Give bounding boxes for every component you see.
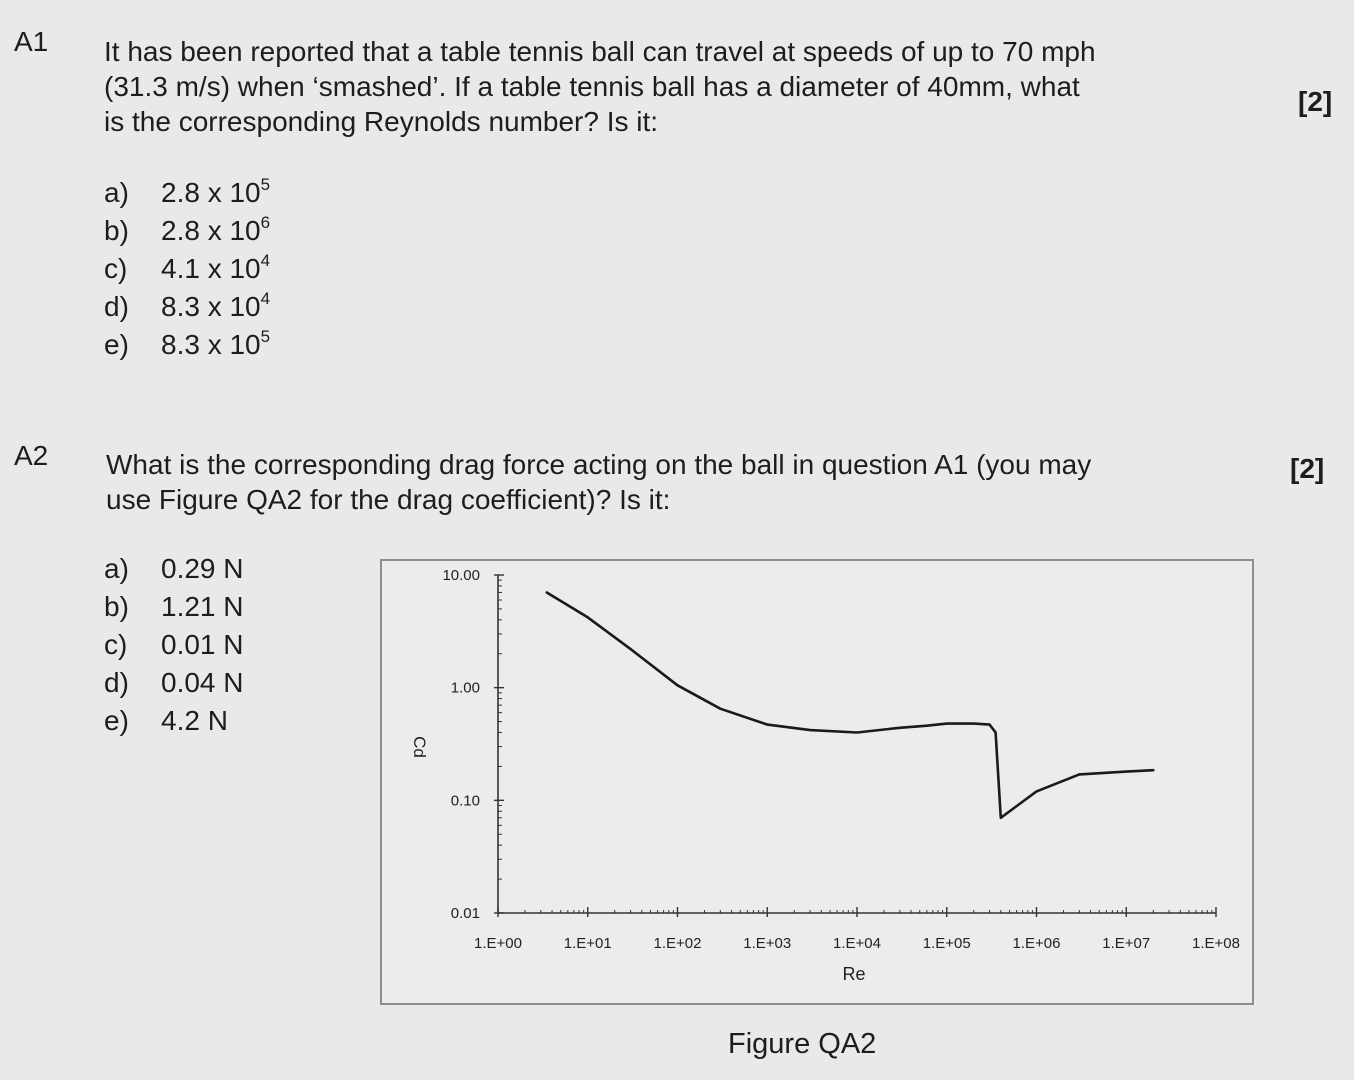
option-label: c) [104,629,128,660]
marks-a2: [2] [1290,453,1325,484]
x-tick-label: 1.E+08 [1192,935,1240,952]
option-a1-d [104,288,270,326]
x-tick-label: 1.E+06 [1012,935,1061,952]
option-exponent: 5 [260,327,271,346]
x-tick-label: 1.E+05 [922,935,971,952]
option-label: a) [104,553,129,584]
x-tick-label: 1.E+07 [1102,935,1151,952]
option-a1-c [104,250,270,288]
option-value: 4.1 x 10 [161,253,261,284]
option-value: 2.8 x 10 [161,177,261,208]
option-a2-b [104,588,244,626]
question-number-a2: A2 [14,440,49,471]
y-tick-label: 0.10 [450,792,480,810]
question-a2-line-1: What is the corresponding drag force acting on the ball in question A1 (you may [106,449,1092,480]
option-label: e) [104,329,129,360]
question-a2-line-2: use Figure QA2 for the drag coefficient)? Is it: [106,484,671,515]
option-a2-c [104,626,244,664]
x-tick-label: 1.E+04 [833,935,881,952]
option-value: 0.01 N [161,629,244,660]
y-axis-label: Cd [410,736,429,758]
figure-caption: Figure QA2 [728,1028,877,1060]
option-label: b) [104,215,129,246]
option-label: c) [104,253,128,284]
option-value: 4.2 N [161,705,228,736]
option-label: b) [104,591,129,622]
option-label: d) [104,667,129,698]
option-label: d) [104,291,129,322]
option-value: 2.8 x 10 [161,215,261,246]
x-tick-label: 1.E+00 [474,935,522,952]
x-tick-label: 1.E+01 [563,935,612,952]
option-a1-b [104,212,270,250]
option-exponent: 5 [260,175,271,194]
question-text-a2 [106,447,1091,517]
x-tick-label: 1.E+02 [653,935,702,952]
question-a1-line-2: (31.3 m/s) when ‘smashed’. If a table tennis ball has a diameter of 40mm, what [104,71,1080,102]
option-exponent: 4 [260,251,271,270]
option-a1-a [104,174,270,212]
option-label: a) [104,177,129,208]
options-a1 [104,174,270,364]
marks-a1: [2] [1298,86,1333,117]
y-tick-label: 10.00 [442,567,480,584]
x-axis-label: Re [842,964,866,984]
question-text-a1 [104,34,1096,139]
drag-coefficient-chart [380,559,1254,1005]
option-value: 1.21 N [161,591,244,622]
option-value: 0.29 N [161,553,244,584]
option-a1-e [104,326,270,364]
y-tick-label: 0.01 [450,905,480,922]
option-value: 8.3 x 10 [161,329,261,360]
chart-svg [380,559,1254,1005]
question-a1-line-3: is the corresponding Reynolds number? Is it: [104,106,659,137]
options-a2 [104,550,244,740]
question-number-a1: A1 [14,26,49,57]
option-value: 0.04 N [161,667,244,698]
option-exponent: 6 [260,213,271,232]
option-value: 8.3 x 10 [161,291,261,322]
option-a2-d [104,664,244,702]
option-exponent: 4 [260,289,271,308]
x-tick-label: 1.E+03 [743,935,792,952]
y-tick-label: 1.00 [450,679,480,697]
option-a2-a [104,550,244,588]
option-label: e) [104,705,129,736]
option-a2-e [104,702,244,740]
question-a1-line-1: It has been reported that a table tennis ball can travel at speeds of up to 70 mph [104,36,1096,67]
